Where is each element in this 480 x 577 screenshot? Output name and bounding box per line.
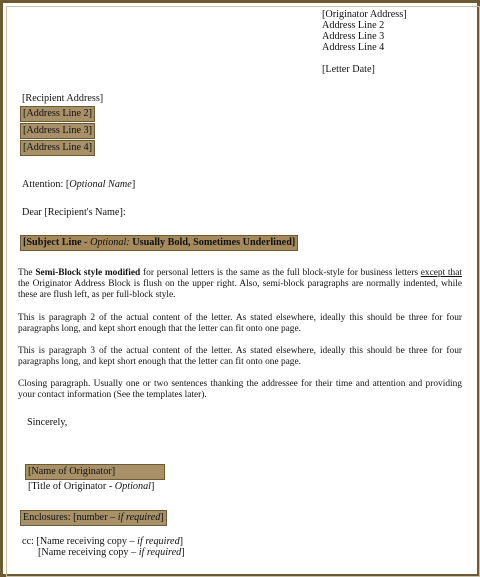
originator-address-line-3: Address Line 3 [322, 31, 385, 42]
attention-line: Attention: [Optional Name] [22, 179, 136, 190]
cc-line-1: cc: [Name receiving copy – if required] [22, 536, 184, 547]
subject-line: [Subject Line - Optional: Usually Bold, Sometimes Underlined] [20, 235, 298, 251]
recipient-address-line-2: [Address Line 2] [20, 106, 95, 122]
salutation: Dear [Recipient's Name]: [22, 207, 126, 218]
originator-address-line-2: Address Line 2 [322, 20, 385, 31]
originator-address-line-4: Address Line 4 [322, 42, 385, 53]
paragraph-1: The Semi-Block style modified for personal letters is the same as the full block-style for business letters except that the Originator Address Block is flush on the upper right. Also, semi-block paragraphs are normally indented, while these are flush left, as per full-block style. [18, 268, 462, 300]
sign-off: Sincerely, [27, 417, 68, 428]
paragraph-2: This is paragraph 2 of the actual content of the letter. As stated elsewhere, ideally this should be three for four paragraphs long, and kept short enough that the letter can fit onto one page. [18, 313, 462, 334]
recipient-address-line-3: [Address Line 3] [20, 123, 95, 139]
enclosures-line: Enclosures: [number – if required] [20, 510, 167, 526]
originator-name: [Name of Originator] [25, 464, 165, 480]
originator-title: [Title of Originator - Optional] [28, 481, 155, 492]
closing-paragraph: Closing paragraph. Usually one or two sentences thanking the addressee for their time and attention and providing your contact information (See the templates later). [18, 379, 462, 400]
originator-address: [Originator Address] [322, 9, 407, 20]
letter-date: [Letter Date] [322, 64, 375, 75]
recipient-address-line-4: [Address Line 4] [20, 140, 95, 156]
recipient-address: [Recipient Address] [22, 93, 104, 104]
paragraph-3: This is paragraph 3 of the actual content of the letter. As stated elsewhere, ideally this should be three for four paragraphs long, and kept short enough that the letter can fit onto one page. [18, 346, 462, 367]
cc-line-2: [Name receiving copy – if required] [38, 547, 185, 558]
